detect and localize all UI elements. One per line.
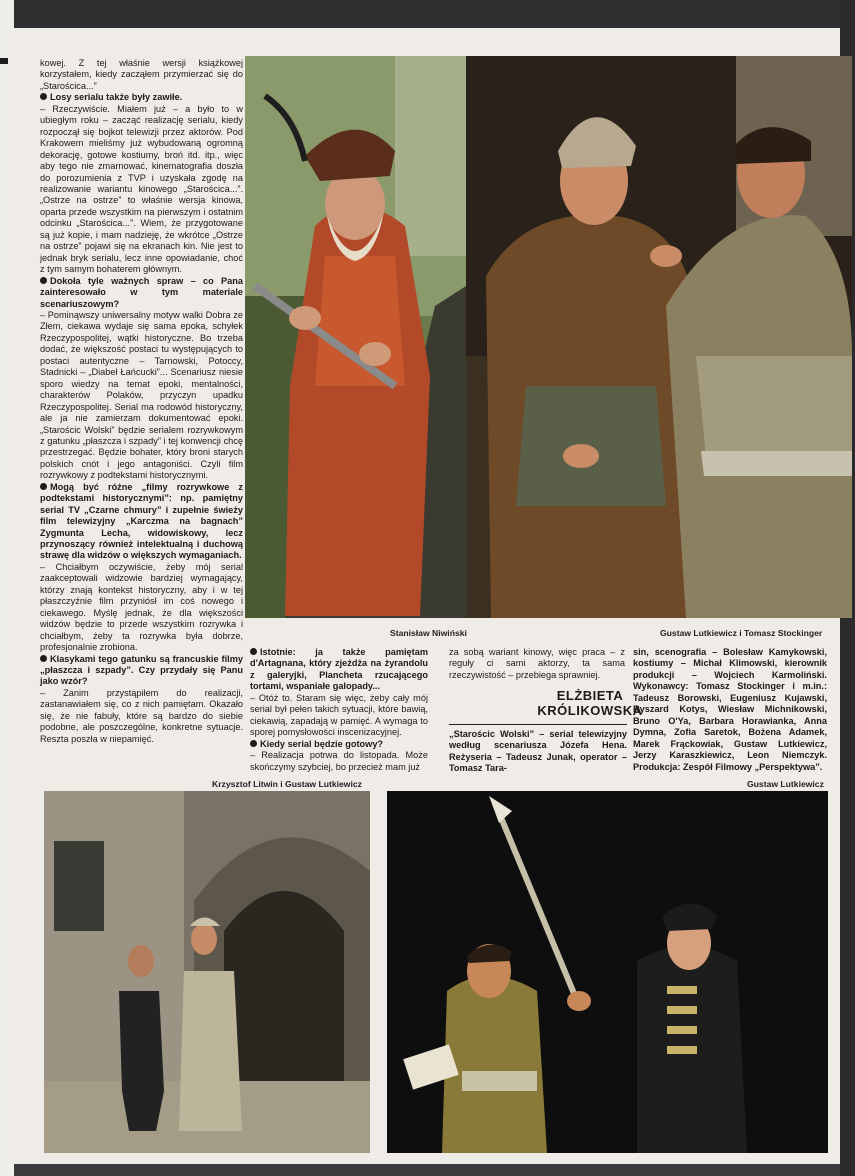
answer-text: – Zanim przystąpiłem do realizacji, zastanawiałem się, co z nich pamiętam. Okazało się, że nie fabuły, które są bardzo do siebie podobne, ale poszczególne, konkretne sytuacje. Reszta poszła w niepamięć. (40, 687, 243, 744)
answer-text: – Rzeczywiście. Miałem już – a było to w ubiegłym roku – zacząć realizację serialu, kiedy rozpoczął się bojkot telewizji przez aktorów. Pod Krakowem mieliśmy już wybudowaną ogromną dekorację, gotowe kostiumy, broń itd. itp., więc aby tego nie zmarnować, kinematografia doszła do porozumienia z TVP i uzyskała zgodę na realizowanie wariantu kinowego „Starościca...”. „Ostrze na ostrze” to właśnie wersja kinowa, oparta przede wszystkim na pierwszym i ostatnim odcinku „Starościca...”. Wiem, że przygotowane są już kopie, i mam nadzieję, że wkrótce „Ostrze na ostrze” pojawi się na ekranach kin. Nie jest to jednak bryk serialu, lecz inne opowiadanie, choć z tym samym bohaterem głównym. (40, 103, 243, 275)
author-last-name: KRÓLIKOWSKA (537, 703, 643, 718)
interview-question (250, 739, 428, 750)
author-first-name: ELŻBIETA (556, 688, 624, 703)
interview-answer (40, 104, 243, 276)
interview-answer (40, 688, 243, 745)
credits-divider (449, 724, 627, 725)
caption-photo1: Stanisław Niwiński (390, 628, 467, 638)
credits-text-b: sin, scenografia – Bolesław Kamykowski, kostiumy – Michał Klimowski, kierownik produkcji – Wojciech Karmoliński. Wykonawcy: Tomasz Stockinger i m.in.: Tadeusz Borowski, Eugeniusz Kujawski, Ryszard Kotys, Wiesław Michnikowski, Bruno O'Ya, Barbara Horawianka, Anna Dymna, Zofia Saretok, Bożena Adamek, Marek Frąckowiak, Gustaw Lutkiewicz, Jerzy Karaszkiewicz, Leon Niemczyk. Produkcja: Zespół Filmowy „Perspektywa”. (633, 647, 827, 772)
credits-text-a: „Starościc Wolski” – serial telewizyjny według scenariusza Józefa Hena. Reżyseria – Tadeusz Junak, operator – Tomasz Tara- (449, 729, 627, 774)
caption-photo2: Gustaw Lutkiewicz i Tomasz Stockinger (660, 628, 823, 638)
question-text: Kiedy serial będzie gotowy? (260, 738, 384, 749)
interview-question (250, 647, 428, 693)
bullet-icon (250, 648, 257, 655)
article-column-1 (40, 58, 243, 745)
answer-text: – Chciałbym oczywiście, żeby mój serial zaakceptowali widzowie bardziej wymagający, którzy znają kontekst historyczny, aby i w tej płaszczyźnie film przyniósł im coś nowego i ciekawego. Myślę jednak, że dla większości widzów będzie to przede wszystkim rozrywka i chciałbym, żeby ta rozrywka była dobrze, profesjonalnie zrobiona. (40, 561, 243, 653)
interview-answer (250, 750, 428, 773)
interview-answer (449, 647, 625, 681)
interview-answer (40, 310, 243, 482)
interview-question (40, 276, 243, 310)
article-column-3 (449, 647, 625, 681)
answer-text: – Realizacja potrwa do listopada. Może skończymy szybciej, bo przecież mam już (250, 750, 428, 772)
question-text: Dokoła tyle ważnych spraw – co Pana zainteresowało w tym materiale scenariuszowym? (40, 275, 243, 309)
credits-part-a (449, 729, 627, 775)
photo-litwin-lutkiewicz (44, 791, 370, 1153)
scan-left-margin (0, 0, 14, 1176)
bullet-icon (40, 93, 47, 100)
interview-question (40, 482, 243, 562)
answer-text: – Pominąwszy uniwersalny motyw walki Dobra ze Złem, ciekawa wydaje się sama epoka, schyłek Rzeczypospolitej, wątki historyczne. Bo trzeba dodać, że większość postaci tu występujących to postaci autentyczne – Tarnowski, Potoccy, Stadnicki – „Diabeł Łańcucki”... Scenariusz niesie sporo wiedzy na temat epoki, mentalności, charakterów Polaków, przyczyn upadku Rzeczypospolitej. Serial ma rodowód historyczny, ale ja nie zamierzam dokumentować epoki. „Starościc Wolski” będzie serialem rozrywkowym z gatunku „płaszcza i szpady” i tej konwencji chcę przestrzegać. Będzie bohater, który broni starych polskich cnót i jego antagoniści. Czyli film rozrywkowy z podtekstami historycznymi. (40, 309, 243, 481)
answer-text: kowej. Z tej właśnie wersji książkowej korzystałem, kiedy zacząłem przymierzać się do „Starościca...” (40, 58, 243, 91)
photo-gustaw-lutkiewicz (387, 791, 828, 1153)
question-text: Istotnie: ja także pamiętam d'Artagnana, który zjeżdża na żyrandolu z galeryjki, Plancheta rzucającego tortami, wspaniałe galopady... (250, 647, 428, 692)
interview-answer (40, 562, 243, 654)
answer-text: za sobą wariant kinowy, więc praca – z reguły ci sami aktorzy, ta sama rzeczywistość – przebiega sprawniej. (449, 647, 625, 680)
interview-question (40, 654, 243, 688)
bullet-icon (40, 655, 47, 662)
photo-lutkiewicz-stockinger (466, 56, 852, 618)
bullet-icon (40, 277, 47, 284)
caption-photo4: Gustaw Lutkiewicz (747, 779, 824, 789)
question-text: Losy serialu także były zawiłe. (50, 92, 183, 103)
interview-answer (40, 58, 243, 92)
credits-part-b (633, 647, 827, 773)
interview-question (40, 92, 243, 103)
interview-answer (250, 693, 428, 739)
bullet-icon (250, 740, 257, 747)
scan-edge-mark (0, 58, 8, 64)
bullet-icon (40, 483, 47, 490)
question-text: Klasykami tego gatunku są francuskie filmy „płaszcza i szpady”. Czy przydały się Panu jako wzór? (40, 653, 243, 687)
answer-text: – Otóż to. Staram się więc, żeby cały mój serial był pełen takich sytuacji, które bawią, ciekawią, zapadają w pamięć. A wymaga to sporej pomysłowości inscenizacyjnej. (250, 692, 428, 738)
photo-stanislaw-niwinski (245, 56, 466, 618)
article-column-2 (250, 647, 428, 773)
question-text: Mogą być różne „filmy rozrywkowe z podtekstami historycznymi”: np. pamiętny serial TV „Czarne chmury” i zupełnie świeży film telewizyjny „Karczma na bagnach” Zygmunta Lecha, widowiskowy, lecz przynoszący również intelektualną i duchową strawę dla widzów o większych wymaganiach. (40, 481, 243, 561)
caption-photo3: Krzysztof Litwin i Gustaw Lutkiewicz (212, 779, 362, 789)
scan-top-border (0, 0, 855, 28)
